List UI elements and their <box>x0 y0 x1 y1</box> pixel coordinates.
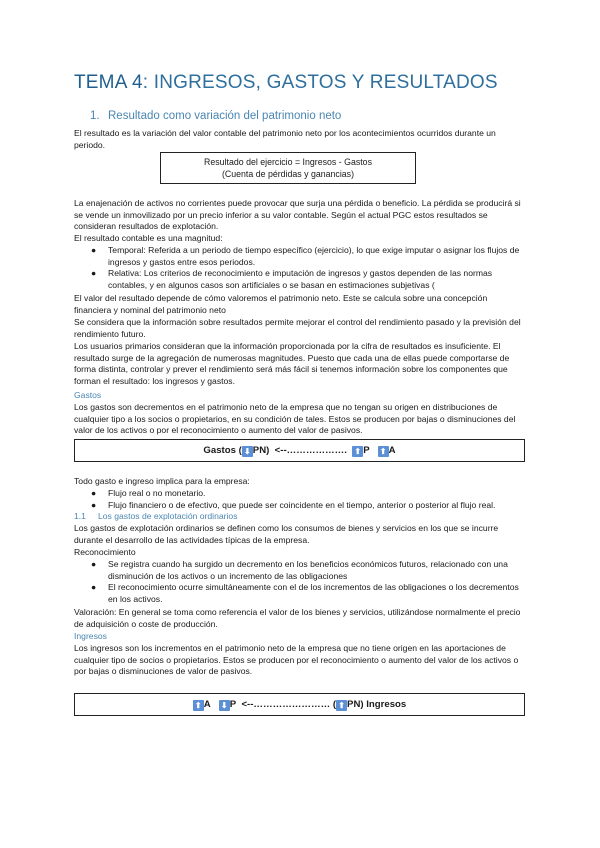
arrow-down-icon: ⬇ <box>219 700 230 711</box>
paragraph-usuarios: Los usuarios primarios consideran que la información proporcionada por la cifra de resultados es insuficiente. El resultado surge de la agregación de numerosas magnitudes. Puesto que cada una de ellas puede comportarse de forma distinta, controlar y prever el rendimiento será más fácil si tenemos información sobre los componentes que forman el resultado: los ingresos y gastos. <box>74 341 510 386</box>
formula-line: Resultado del ejercicio = Ingresos - Gastos <box>204 157 372 167</box>
paragraph-explotacion: Los gastos de explotación ordinarios se definen como los consumos de bienes y servicios en los que se incurre durante el desarrollo de las actividades típicas de la empresa. <box>74 523 499 545</box>
intro-paragraph: El resultado es la variación del valor contable del patrimonio neto por los acontecimientos ocurridos durante un periodo. <box>74 128 496 150</box>
ingresos-definition: Los ingresos son los incrementos en el patrimonio neto de la empresa que no tiene origen en las aportaciones de cualquier tipo de socios o propietarios. Estos se producen por el reconocimiento o aumento del valor de los activos o por bajas o disminuciones de valor de pasivos. <box>74 643 519 677</box>
paragraph-magnitud: El resultado contable es una magnitud: <box>74 233 223 243</box>
arrow-up-icon: ⬆ <box>378 446 389 457</box>
gastos-box: Gastos ( ⬇ PN) <--………………. ⬆ P ⬆ A <box>74 439 525 462</box>
paragraph-valoracion: Valoración: En general se toma como referencia el valor de los bienes y servicios, utilizándose normalmente el precio de adquisición o coste de producción. <box>74 607 521 629</box>
list-item: ● Se registra cuando ha surgido un decremento en los beneficios económicos futuros, relacionado con una disminución de los activos o un incremento de las obligaciones <box>91 559 508 581</box>
section-heading: 1. Resultado como variación del patrimonio neto <box>90 110 342 122</box>
list-item: ● Relativa: Los criterios de reconocimiento e imputación de ingresos y gastos dependen de las normas contables, y en algunos casos son artificiales o se basan en estimaciones subjetivas ( <box>91 268 493 290</box>
paragraph-enajenacion: La enajenación de activos no corrientes puede provocar que surja una pérdida o beneficio. La pérdida se producirá si se vende un inmovilizado por un precio inferior a su valor contable. Según el actual PGC estos resultados se consideran resultados de explotación. <box>74 198 521 232</box>
arrow-up-icon: ⬆ <box>336 700 347 711</box>
list-item: ● El reconocimiento ocurre simultáneamente con el de los incrementos de las obligaciones o los decrementos en los activos. <box>91 582 519 604</box>
formula-box <box>160 152 416 184</box>
ingresos-box: ⬆ A ⬇ P <--…………………… ( ⬆ PN) Ingresos <box>74 693 525 716</box>
ingresos-heading: Ingresos <box>74 631 107 641</box>
magnitud-list <box>74 245 526 291</box>
subsection-heading: 1.1 Los gastos de explotación ordinarios <box>74 511 238 521</box>
reconocimiento-list <box>74 559 526 605</box>
list-item: ● Temporal: Referida a un periodo de tiempo específico (ejercicio), lo que exige imputar o asignar los flujos de ingresos y gastos entre esos periodos. <box>91 245 520 267</box>
arrow-down-icon: ⬇ <box>242 446 253 457</box>
paragraph-valor: El valor del resultado depende de cómo valoremos el patrimonio neto. Este se calcula sobre una concepción financiera y nominal del patrimonio neto <box>74 293 488 315</box>
formula-caption: (Cuenta de pérdidas y ganancias) <box>221 168 355 179</box>
flujo-list <box>74 488 526 511</box>
list-item: ● Flujo financiero o de efectivo, que puede ser coincidente en el tiempo, anterior o posterior al flujo real. <box>91 499 496 510</box>
gastos-heading: Gastos <box>74 390 102 400</box>
page-title: TEMA 4: INGRESOS, GASTOS Y RESULTADOS <box>74 72 498 93</box>
gastos-definition: Los gastos son decrementos en el patrimonio neto de la empresa que no tengan su origen en distribuciones de cualquier tipo a los socios o propietarios, en su condición de tales. Estos se producen por bajas o disminuciones del valor de los activos o por el reconocimiento o aumento del valor de pasivos. <box>74 402 516 436</box>
arrow-up-icon: ⬆ <box>193 700 204 711</box>
reconocimiento-label: Reconocimiento <box>74 547 136 557</box>
arrow-up-icon: ⬆ <box>352 446 363 457</box>
paragraph-todo-gasto: Todo gasto e ingreso implica para la empresa: <box>74 476 250 486</box>
list-item: ● Flujo real o no monetario. <box>91 488 206 498</box>
paragraph-informacion: Se considera que la información sobre resultados permite mejorar el control del rendimiento pasado y la previsión del rendimiento futuro. <box>74 317 521 339</box>
